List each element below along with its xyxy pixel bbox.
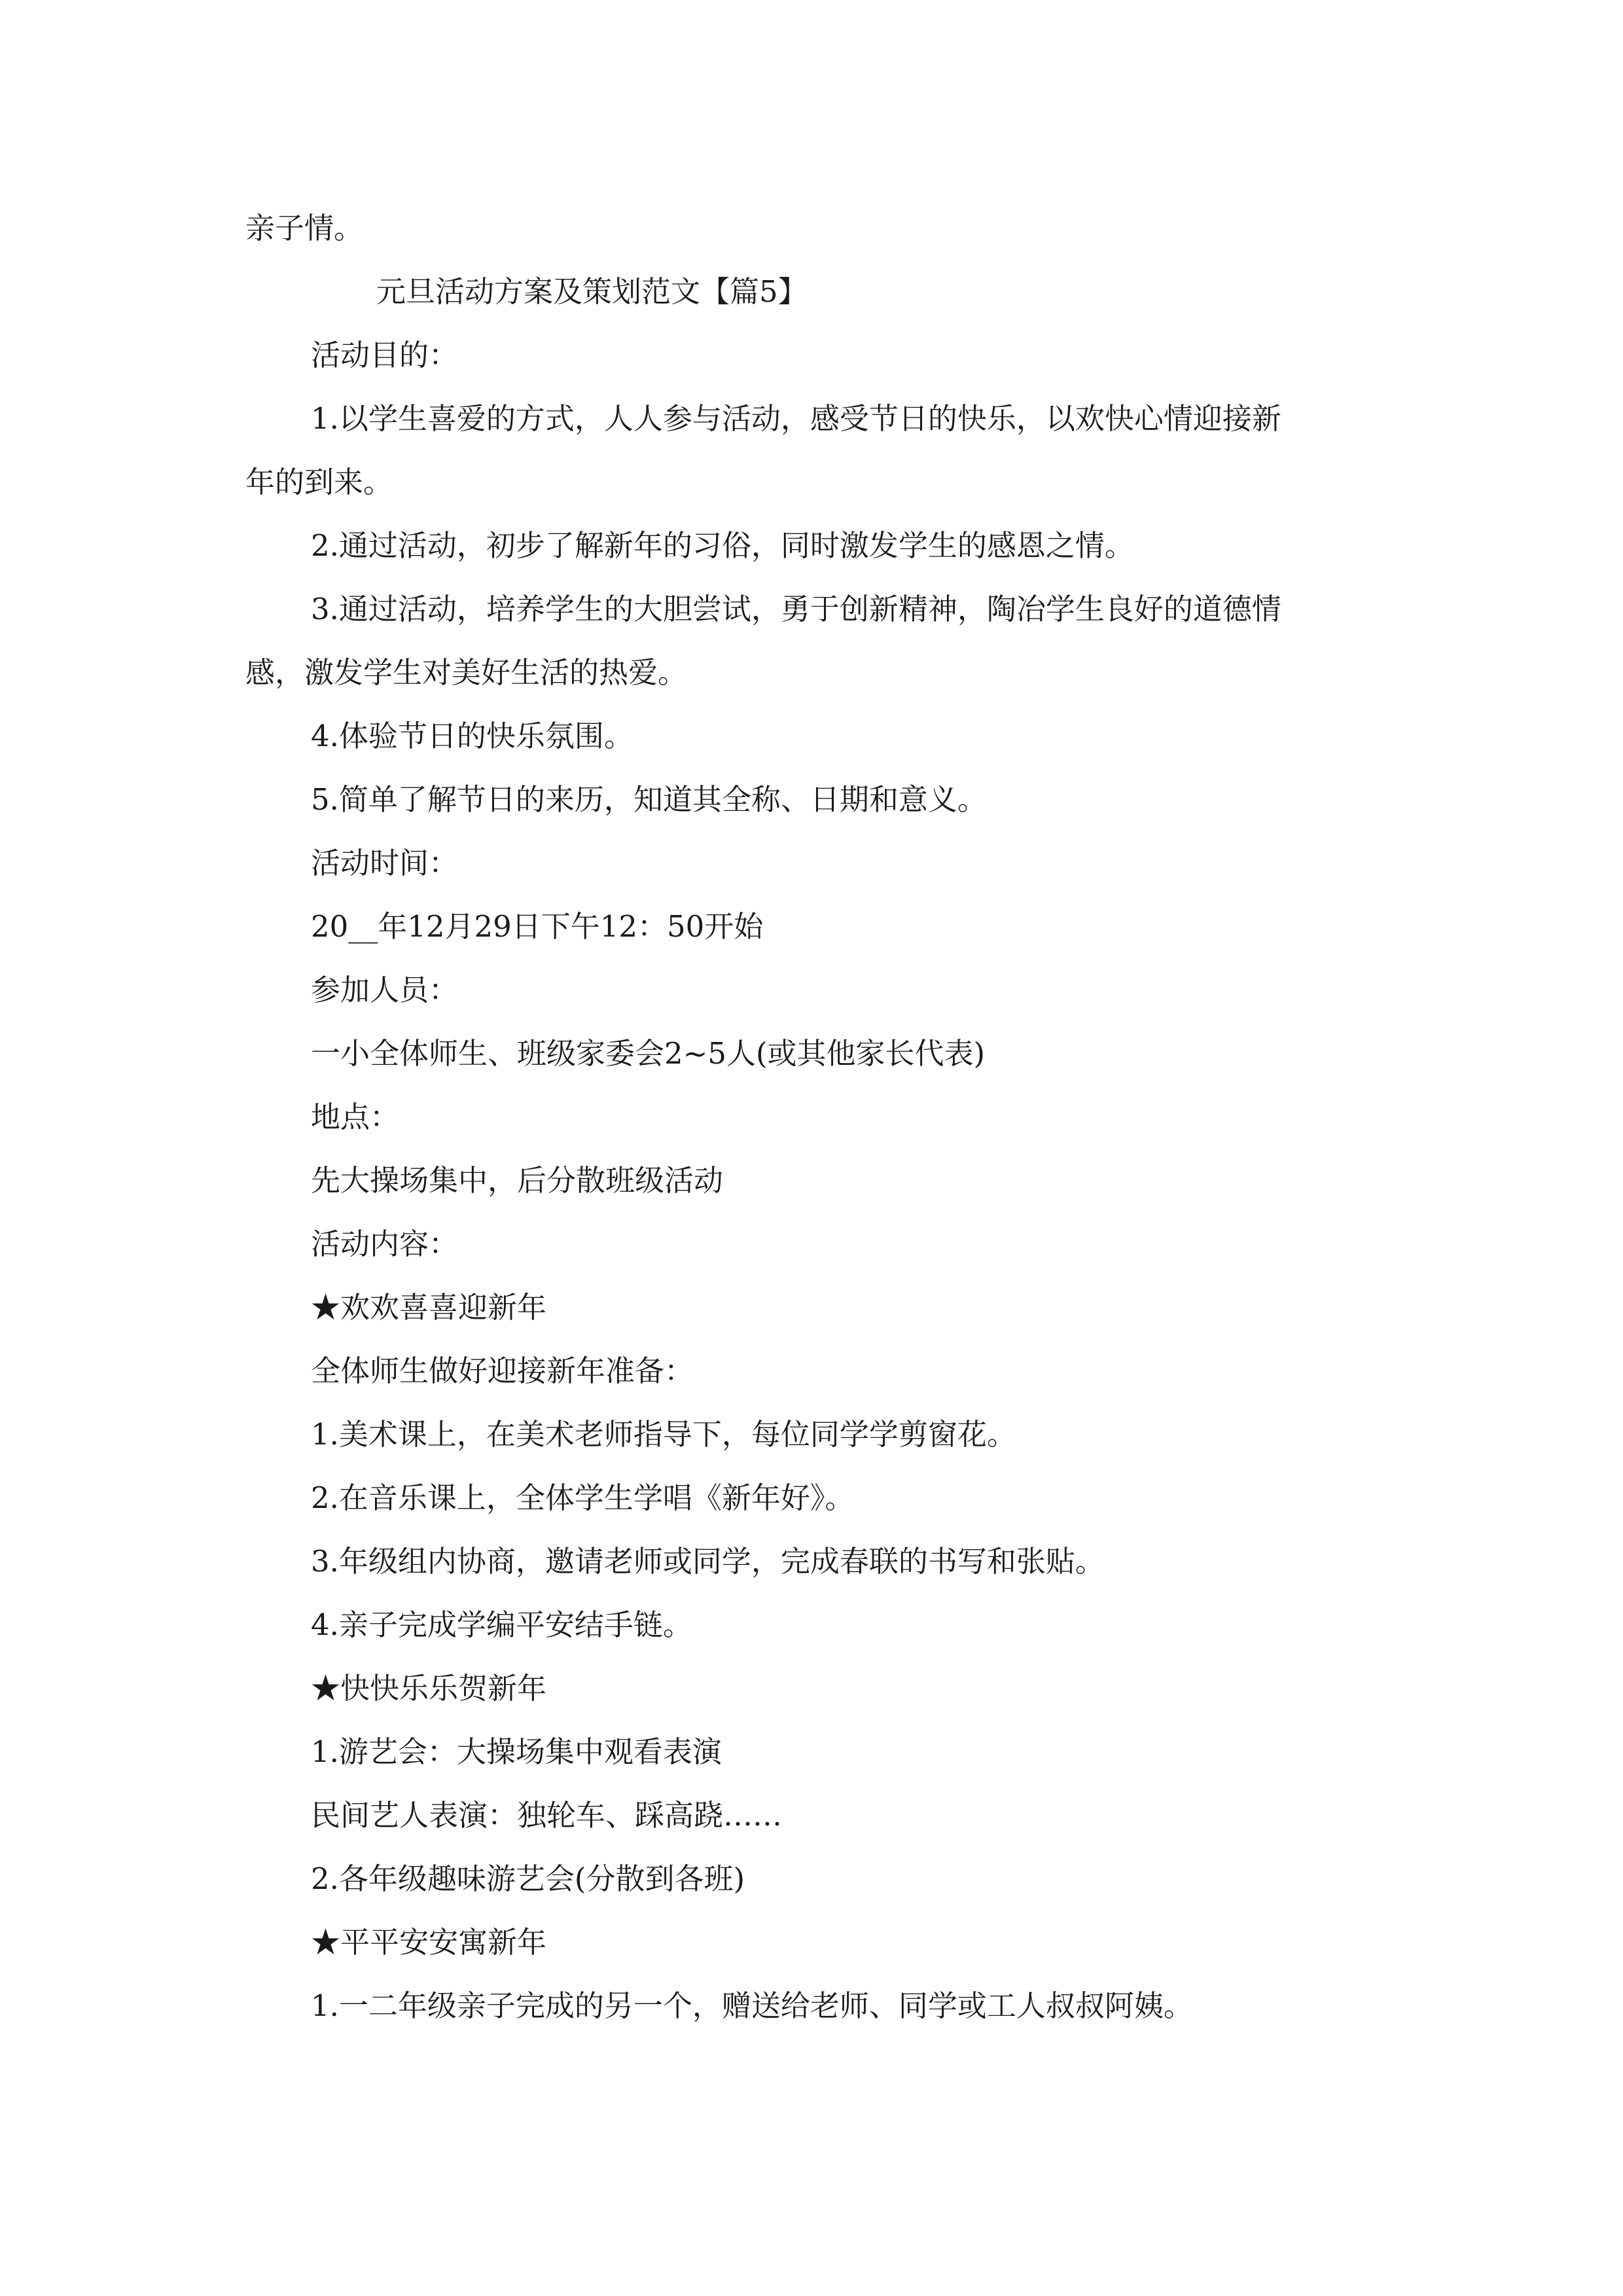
paragraph-line: 地点： [311,1100,400,1134]
paragraph-line: 先大操场集中，后分散班级活动 [311,1163,724,1198]
paragraph-line: 4.亲子完成学编平安结手链。 [311,1607,692,1642]
paragraph-line: 1.美术课上，在美术老师指导下，每位同学学剪窗花。 [311,1417,1016,1452]
paragraph-line: ★平平安安寓新年 [311,1925,547,1960]
paragraph-line: 民间艺人表演：独轮车、踩高跷…… [311,1798,783,1833]
paragraph-line: ★快快乐乐贺新年 [311,1671,547,1706]
paragraph-line: 2.各年级趣味游艺会(分散到各班) [311,1861,745,1896]
document-body [245,196,1384,2037]
paragraph-line: 活动时间： [311,846,459,880]
paragraph-line: 3.通过活动，培养学生的大胆尝试，勇于创新精神，陶冶学生良好的道德情 [311,592,1281,626]
paragraph-line: 活动目的： [311,338,459,372]
paragraph-line: 感，激发学生对美好生活的热爱。 [245,655,688,690]
paragraph-line: 全体师生做好迎接新年准备： [311,1354,694,1388]
paragraph-line: 1.一二年级亲子完成的另一个，赠送给老师、同学或工人叔叔阿姨。 [311,1988,1193,2023]
paragraph-line: 参加人员： [311,973,459,1007]
paragraph-line: ★欢欢喜喜迎新年 [311,1290,547,1325]
paragraph-line: 20__年12月29日下午12：50开始 [311,909,764,944]
paragraph-line: 活动内容： [311,1227,459,1261]
paragraph-line: 1.以学生喜爱的方式，人人参与活动，感受节日的快乐，以欢快心情迎接新 [311,401,1281,436]
paragraph-line: 4.体验节日的快乐氛围。 [311,719,633,753]
paragraph-line: 2.通过活动，初步了解新年的习俗，同时激发学生的感恩之情。 [311,528,1134,563]
paragraph-line: 亲子情。 [245,211,364,245]
paragraph-line: 5.简单了解节日的来历，知道其全称、日期和意义。 [311,782,987,817]
paragraph-line: 1.游艺会：大操场集中观看表演 [311,1734,722,1769]
paragraph-line: 3.年级组内协商，邀请老师或同学，完成春联的书写和张贴。 [311,1544,1105,1579]
section-title: 元旦活动方案及策划范文【篇5】 [376,274,808,309]
paragraph-line: 一小全体师生、班级家委会2~5人(或其他家长代表) [311,1036,986,1071]
paragraph-line: 年的到来。 [245,465,393,499]
paragraph-line: 2.在音乐课上，全体学生学唱《新年好》。 [311,1480,855,1515]
